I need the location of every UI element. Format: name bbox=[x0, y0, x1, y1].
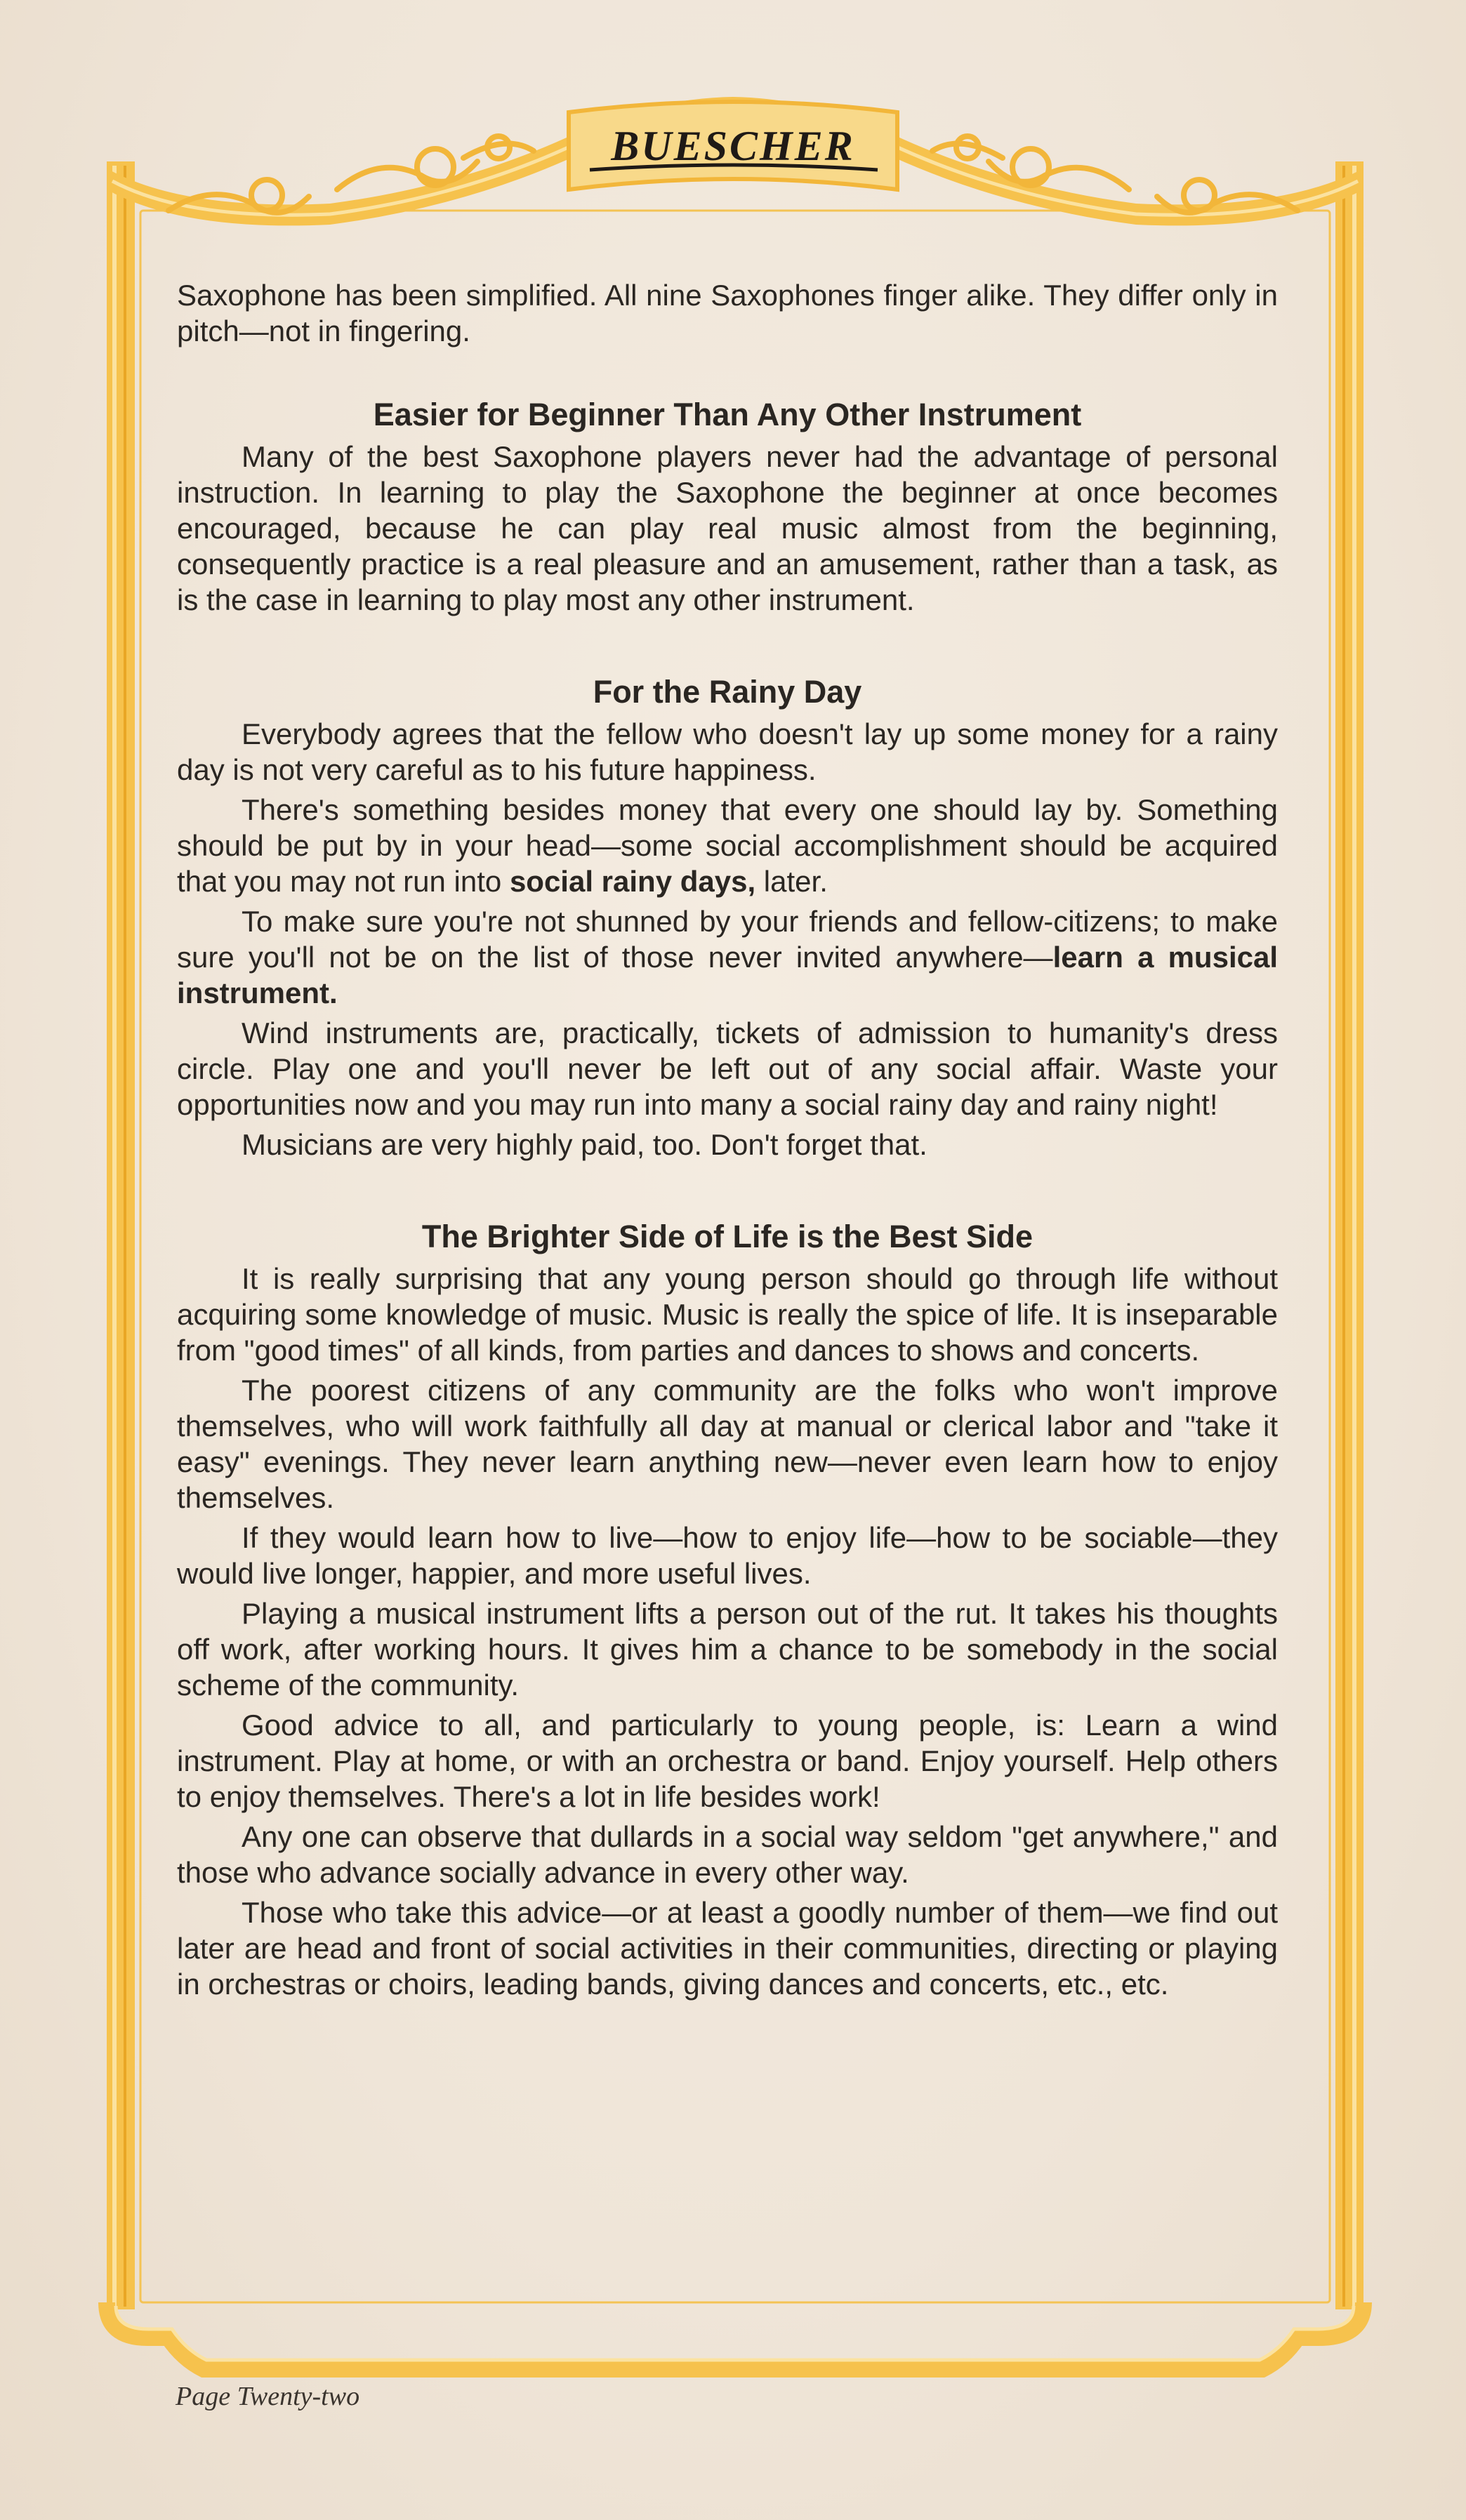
paragraph bbox=[177, 903, 1278, 1011]
page-number-label: Page Twenty-two bbox=[176, 2382, 360, 2411]
paragraph bbox=[177, 792, 1278, 899]
paragraph: If they would learn how to live—how to enjoy life—how to be sociable—they would live longer, happier, and more useful lives. bbox=[177, 1521, 1278, 1590]
frame-left-bar bbox=[107, 161, 135, 2309]
heading-easier-for-beginner: Easier for Beginner Than Any Other Instrument bbox=[373, 397, 1082, 432]
paragraph: Many of the best Saxophone players never had the advantage of personal instruction. In learning to play the Saxophone the beginner at once becomes encouraged, because he can play real music almost from the beginning, consequently practice is a real pleasure and an amusement, rather than a task, as is the case in learning to play most any other instrument. bbox=[177, 440, 1278, 616]
paragraph: Good advice to all, and particularly to young people, is: Learn a wind instrument. Play at home, or with an orchestra or band. Enjoy yourself. Help others to enjoy themselves. There's a lot in life besides work! bbox=[177, 1709, 1278, 1813]
paragraph: Playing a musical instrument lifts a person out of the rut. It takes his thoughts off work, after working hours. It gives him a chance to be somebody in the social scheme of the community. bbox=[177, 1597, 1278, 1702]
bold-text: learn a musical instrument. bbox=[177, 941, 1279, 1009]
paragraph: Any one can observe that dullards in a social way seldom "get anywhere," and those who advance socially advance in every other way. bbox=[177, 1820, 1278, 1889]
paragraph: The poorest citizens of any community are the folks who won't improve themselves, who will work faithfully all day at manual or clerical labor and "take it easy" evenings. They never learn anything new—never even learn how to enjoy themselves. bbox=[177, 1374, 1278, 1514]
text-run: later. bbox=[755, 865, 828, 898]
heading-brighter-side-of-life: The Brighter Side of Life is the Best Side bbox=[421, 1219, 1034, 1254]
paragraph: Everybody agrees that the fellow who doesn't lay up some money for a rainy day is not very careful as to his future happiness. bbox=[177, 717, 1278, 786]
text-run: There's something besides money that every one should lay by. Something should be put by in your head—some social accomplishment should be acquired that you may not run into bbox=[177, 793, 1278, 898]
paragraph: Those who take this advice—or at least a goodly number of them—we find out later are head and front of social activities in their communities, directing or playing in orchestras or choirs, leading bands, giving dances and concerts, etc., etc. bbox=[177, 1896, 1278, 2001]
brand-logo: BUESCHER bbox=[611, 123, 855, 169]
heading-for-the-rainy-day: For the Rainy Day bbox=[593, 674, 862, 710]
paragraph: Musicians are very highly paid, too. Don't forget that. bbox=[242, 1128, 927, 1161]
text-run: To make sure you're not shunned by your friends and fellow-citizens; to make sure you'll not be on the list of those never invited anywhere— bbox=[177, 905, 1278, 974]
intro-paragraph: Saxophone has been simplified. All nine Saxophones finger alike. They differ only in pitch—not in fingering. bbox=[177, 279, 1278, 347]
frame-right-bar bbox=[1335, 161, 1363, 2309]
paragraph: It is really surprising that any young person should go through life without acquiring some knowledge of music. Music is really the spice of life. It is inseparable from "good times" of all kinds, from parties and dances to shows and concerts. bbox=[177, 1262, 1278, 1367]
page-content bbox=[177, 277, 1278, 2002]
paragraph: Wind instruments are, practically, tickets of admission to humanity's dress circle. Play one and you'll never be left out of any social affair. Waste your opportunities now and you may run into many a social rainy day and rainy night! bbox=[177, 1016, 1278, 1121]
bold-text: social rainy days, bbox=[509, 865, 756, 898]
